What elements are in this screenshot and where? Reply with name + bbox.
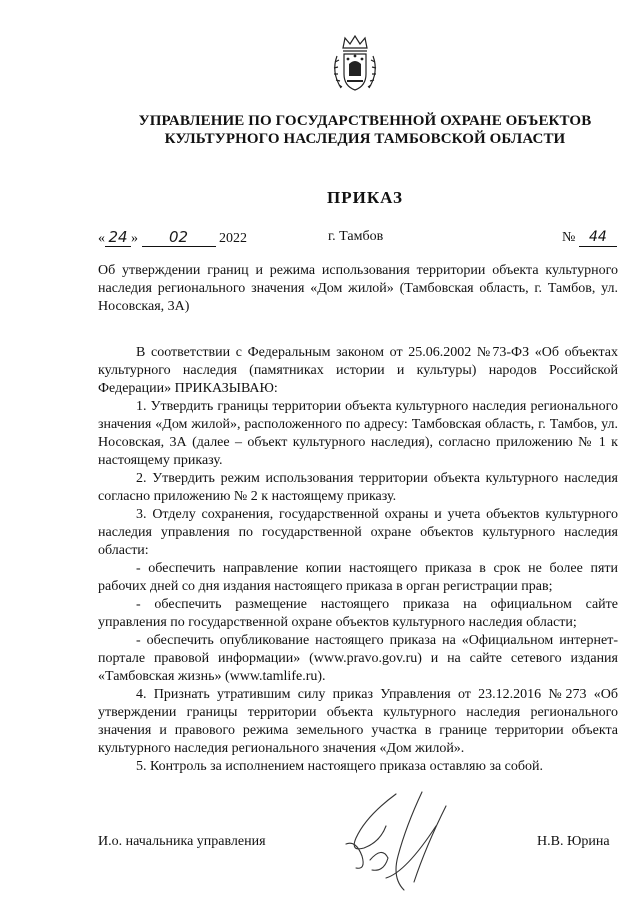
- body-paragraph: В соответствии с Федеральным законом от 25.06.2002 №73-ФЗ «Об объектах культурного наследия (памятниках истории и культуры) народов Российской Федерации» ПРИКАЗЫВАЮ:: [98, 345, 618, 396]
- body-paragraph: - обеспечить направление копии настоящего приказа в срок не более пяти рабочих дней со дня издания настоящего приказа в орган регистрации прав;: [98, 561, 618, 594]
- number-label: №: [562, 230, 576, 245]
- number-value: 44: [579, 228, 617, 247]
- document-subject: Об утверждении границ и режима использования территории объекта культурного наследия регионального значения «Дом жилой» (Тамбовская область, г. Тамбов, ул. Носовская, 3А): [98, 263, 618, 314]
- signatory-role: И.о. начальника управления: [98, 834, 266, 849]
- agency-name: [90, 112, 640, 148]
- document-body: [98, 344, 618, 776]
- document-number: [562, 228, 617, 247]
- document-title: ПРИКАЗ: [327, 188, 403, 207]
- body-paragraph: 1. Утвердить границы территории объекта культурного наследия регионального значения «Дом жилой», расположенного по адресу: Тамбовская область, г. Тамбов, ул. Носовская, 3А (далее – объект культурного наследия), согласно приложению № 1 к настоящему приказу.: [98, 399, 618, 468]
- date-year: 2022: [219, 231, 247, 246]
- body-paragraph: 3. Отделу сохранения, государственной охраны и учета объектов культурного наследия управления по государственной охране объектов культурного наследия области:: [98, 507, 618, 558]
- date-open-quote: «: [98, 231, 105, 246]
- body-paragraph: 4. Признать утратившим силу приказ Управления от 23.12.2016 №273 «Об утверждении границы территории объекта культурного наследия регионального значения и правового режима земельного участка в границе территории объекта культурного наследия регионального значения «Дом жилой».: [98, 687, 618, 756]
- date-day: 24: [105, 228, 131, 247]
- body-paragraph: 5. Контроль за исполнением настоящего приказа оставляю за собой.: [136, 759, 544, 774]
- date-close-quote: »: [131, 231, 138, 246]
- document-city: г. Тамбов: [328, 229, 384, 244]
- agency-line-2: КУЛЬТУРНОГО НАСЛЕДИЯ ТАМБОВСКОЙ ОБЛАСТИ: [164, 131, 566, 147]
- agency-line-1: УПРАВЛЕНИЕ ПО ГОСУДАРСТВЕННОЙ ОХРАНЕ ОБЪЕКТОВ: [138, 113, 592, 129]
- signatory-name: Н.В. Юрина: [537, 834, 610, 849]
- date-month: 02: [142, 228, 216, 247]
- body-paragraph: - обеспечить размещение настоящего приказа на официальном сайте управления по государственной охране объектов культурного наследия области;: [98, 597, 618, 630]
- body-paragraph: 2. Утвердить режим использования территории объекта культурного наследия согласно приложению № 2 к настоящему приказу.: [98, 471, 618, 504]
- body-paragraph: - обеспечить опубликование настоящего приказа на «Официальном интернет-портале правовой информации» (www.pravo.gov.ru) и на сайте сетевого издания «Тамбовская жизнь» (www.tamlife.ru).: [98, 633, 618, 684]
- document-date: [98, 228, 247, 248]
- handwritten-signature-icon: [326, 786, 476, 896]
- tambov-coat-of-arms-icon: [327, 34, 383, 96]
